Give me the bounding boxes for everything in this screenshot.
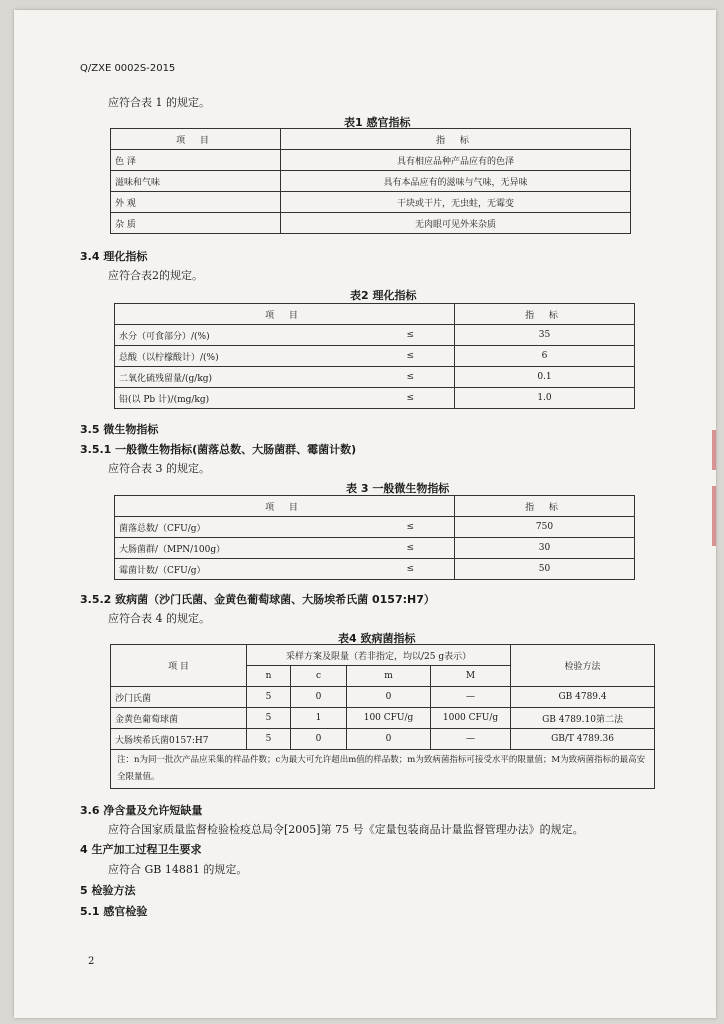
column-header: 项 目 — [111, 129, 281, 150]
table-cell: 0 — [347, 687, 431, 708]
table-row — [111, 192, 631, 213]
table4-note: 注：n为同一批次产品应采集的样品件数；c为最大可允许超出m值的样品数；m为致病菌指标可接受水平的限量值；M为致病菌指标的最高安全限量值。 — [111, 750, 655, 789]
table-cell: 杂 质 — [111, 213, 281, 234]
table-cell: 5 — [247, 729, 291, 750]
column-header: 指 标 — [455, 304, 635, 325]
red-stamp-fragment — [712, 430, 716, 470]
table2-physicochemical — [114, 303, 635, 409]
table1-sensory — [110, 128, 631, 234]
table-cell: 霉菌计数/（CFU/g） — [115, 559, 367, 580]
table-row — [111, 708, 655, 729]
column-header-method: 检验方法 — [511, 645, 655, 687]
table-row — [111, 687, 655, 708]
table1-caption: 表1 感官指标 — [344, 116, 411, 129]
table-cell: 1 — [291, 708, 347, 729]
table-header-row — [111, 645, 655, 666]
section-3-5-heading: 3.5 微生物指标 — [80, 423, 159, 436]
document-page — [14, 10, 716, 1018]
column-header: 项 目 — [115, 304, 455, 325]
column-header: 指 标 — [455, 496, 635, 517]
table-cell: 30 — [455, 538, 635, 559]
section-3-5-2-heading: 3.5.2 致病菌（沙门氏菌、金黄色葡萄球菌、大肠埃希氏菌 0157:H7） — [80, 593, 435, 606]
table-cell: 外 观 — [111, 192, 281, 213]
table-cell: 100 CFU/g — [347, 708, 431, 729]
table-cell: ≤ — [367, 538, 455, 559]
subheader-c: c — [291, 666, 347, 687]
table-note-row — [111, 750, 655, 789]
table-cell: 铅(以 Pb 计)/(mg/kg) — [115, 388, 367, 409]
section-3-4-heading: 3.4 理化指标 — [80, 250, 148, 263]
table-cell: 沙门氏菌 — [111, 687, 247, 708]
table-cell: 50 — [455, 559, 635, 580]
column-header: 项 目 — [115, 496, 455, 517]
section-5-heading: 5 检验方法 — [80, 884, 136, 897]
intro-text: 应符合表 1 的规定。 — [108, 96, 210, 109]
table-cell: 总酸（以柠檬酸计）/(%) — [115, 346, 367, 367]
section-3-6-heading: 3.6 净含量及允许短缺量 — [80, 804, 203, 817]
table-cell: 无肉眼可见外来杂质 — [281, 213, 631, 234]
table-row — [111, 150, 631, 171]
table3-microbial — [114, 495, 635, 580]
column-header: 指 标 — [281, 129, 631, 150]
table-header-row — [111, 129, 631, 150]
table-cell: 二氧化硫残留量/(g/kg) — [115, 367, 367, 388]
section-5-1-heading: 5.1 感官检验 — [80, 905, 148, 918]
table-cell: 水分（可食部分）/(%) — [115, 325, 367, 346]
table-cell: GB 4789.10第二法 — [511, 708, 655, 729]
table-row — [115, 388, 635, 409]
table-cell: 菌落总数/（CFU/g） — [115, 517, 367, 538]
table-cell: 1.0 — [455, 388, 635, 409]
column-header-item: 项 目 — [111, 645, 247, 687]
table-cell: 6 — [455, 346, 635, 367]
section-4-text: 应符合 GB 14881 的规定。 — [108, 863, 248, 876]
table-row — [115, 559, 635, 580]
table4-pathogens — [110, 644, 655, 789]
table-cell: ≤ — [367, 559, 455, 580]
table-cell: 0 — [291, 729, 347, 750]
section-3-4-text: 应符合表2的规定。 — [108, 269, 203, 282]
table-cell: 大肠菌群/（MPN/100g） — [115, 538, 367, 559]
table-row — [111, 213, 631, 234]
table2-caption: 表2 理化指标 — [350, 289, 417, 302]
section-3-5-2-text: 应符合表 4 的规定。 — [108, 612, 210, 625]
table3-caption: 表 3 一般微生物指标 — [346, 482, 450, 495]
table-cell: 滋味和气味 — [111, 171, 281, 192]
table-cell: ≤ — [367, 367, 455, 388]
section-3-5-1-text: 应符合表 3 的规定。 — [108, 462, 210, 475]
section-4-heading: 4 生产加工过程卫生要求 — [80, 843, 202, 856]
table-row — [111, 729, 655, 750]
table-cell: GB 4789.4 — [511, 687, 655, 708]
table-cell: 具有相应品种产品应有的色泽 — [281, 150, 631, 171]
table-row — [115, 538, 635, 559]
table-cell: 5 — [247, 687, 291, 708]
table-row — [111, 171, 631, 192]
table-header-row — [115, 496, 635, 517]
table-row — [115, 367, 635, 388]
table-row — [115, 325, 635, 346]
subheader-M: M — [431, 666, 511, 687]
table-cell: 0.1 — [455, 367, 635, 388]
table-cell: 大肠埃希氏菌0157:H7 — [111, 729, 247, 750]
page-number: 2 — [88, 956, 95, 967]
table-cell: 0 — [347, 729, 431, 750]
subheader-m: m — [347, 666, 431, 687]
table-cell: 具有本品应有的滋味与气味，无异味 — [281, 171, 631, 192]
table-cell: 35 — [455, 325, 635, 346]
table-cell: ≤ — [367, 388, 455, 409]
table4-caption: 表4 致病菌指标 — [338, 632, 416, 645]
table-cell: ≤ — [367, 325, 455, 346]
section-3-5-1-heading: 3.5.1 一般微生物指标(菌落总数、大肠菌群、霉菌计数) — [80, 443, 357, 456]
table-row — [115, 517, 635, 538]
table-header-row — [115, 304, 635, 325]
document-id: Q/ZXE 0002S-2015 — [80, 63, 176, 74]
table-cell: 金黄色葡萄球菌 — [111, 708, 247, 729]
table-row — [115, 346, 635, 367]
table-cell: — — [431, 729, 511, 750]
column-header-plan: 采样方案及限量（若非指定，均以/25 g表示） — [247, 645, 511, 666]
table-cell: ≤ — [367, 517, 455, 538]
table-cell: 0 — [291, 687, 347, 708]
table-cell: 干块或干片，无虫蛀，无霉变 — [281, 192, 631, 213]
table-cell: ≤ — [367, 346, 455, 367]
table-cell: 750 — [455, 517, 635, 538]
table-cell: 色 泽 — [111, 150, 281, 171]
table-cell: — — [431, 687, 511, 708]
table-cell: 1000 CFU/g — [431, 708, 511, 729]
table-cell: GB/T 4789.36 — [511, 729, 655, 750]
section-3-6-text: 应符合国家质量监督检验检疫总局令[2005]第 75 号《定量包装商品计量监督管理办法》的规定。 — [108, 823, 584, 836]
subheader-n: n — [247, 666, 291, 687]
red-stamp-fragment — [712, 486, 716, 546]
table-cell: 5 — [247, 708, 291, 729]
